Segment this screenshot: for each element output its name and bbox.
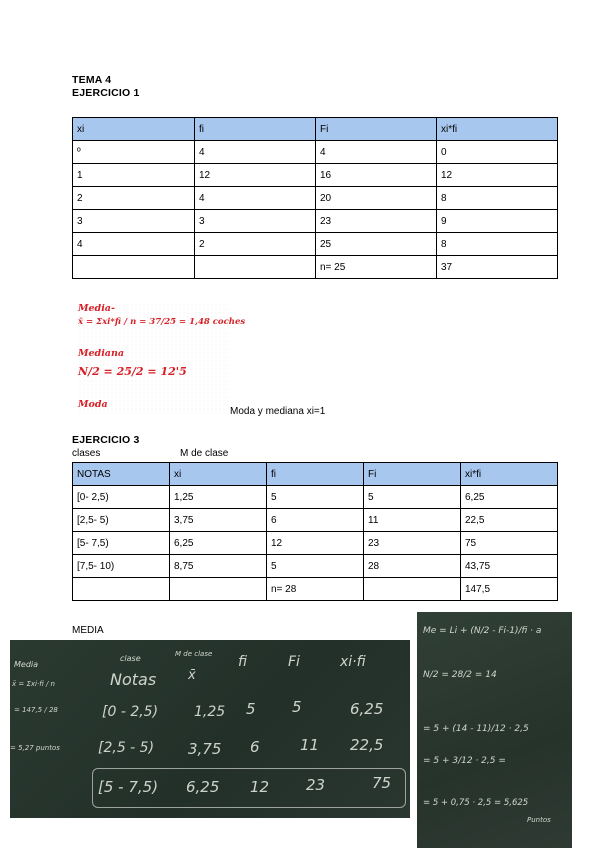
- chalk-line: = 5 + (14 - 11)/12 · 2,5: [423, 724, 529, 734]
- table-cell: 12: [267, 532, 364, 555]
- table-cell: 25: [316, 233, 437, 256]
- caption-clases: clases: [72, 448, 101, 459]
- table-row: [73, 187, 558, 210]
- header-cell: xi: [170, 463, 267, 486]
- table-cell: 4: [73, 233, 195, 256]
- exercise-1-table: [72, 117, 558, 279]
- table-cell: n= 28: [267, 578, 364, 601]
- chalk-header: Notas: [110, 670, 157, 689]
- header-cell: Fi: [316, 118, 437, 141]
- table-cell: 5: [267, 555, 364, 578]
- chalk-line: = 5 + 0,75 · 2,5 = 5,625: [423, 798, 529, 808]
- table-cell: 23: [316, 210, 437, 233]
- mediana-formula: N/2 = 25/2 = 12'5: [78, 365, 187, 378]
- table-header-row: [73, 463, 558, 486]
- table-row: [73, 486, 558, 509]
- table-cell: 0: [437, 141, 558, 164]
- table-cell: [364, 578, 461, 601]
- table-cell: 2: [195, 233, 316, 256]
- table-cell: 1: [73, 164, 195, 187]
- table-cell: 75: [461, 532, 558, 555]
- chalk-line: Media: [14, 660, 39, 669]
- table-cell: 4: [316, 141, 437, 164]
- table-cell: 6: [267, 509, 364, 532]
- chalk-header: xi·fi: [340, 654, 366, 670]
- table-cell: 1,25: [170, 486, 267, 509]
- caption-m-de-clase: M de clase: [180, 448, 229, 459]
- table-row: [73, 233, 558, 256]
- chalk-header: clase: [120, 654, 141, 663]
- table-cell: 16: [316, 164, 437, 187]
- chalk-cell: 11: [300, 736, 320, 754]
- exercise-3-table: [72, 462, 558, 601]
- table-header-row: [73, 118, 558, 141]
- table-cell: 3,75: [170, 509, 267, 532]
- chalk-cell: 5: [292, 698, 302, 716]
- header-cell: fi: [195, 118, 316, 141]
- table-cell: [5- 7,5): [73, 532, 170, 555]
- table-cell: 20: [316, 187, 437, 210]
- table-row: [73, 141, 558, 164]
- table-cell: 5: [364, 486, 461, 509]
- table-cell: [195, 256, 316, 279]
- handwritten-notes-image: [78, 303, 246, 413]
- chalk-cell: 22,5: [350, 736, 384, 754]
- table-cell: [73, 578, 170, 601]
- table-cell: 23: [364, 532, 461, 555]
- moda-label: Moda: [78, 399, 108, 410]
- table-cell: 12: [437, 164, 558, 187]
- chalk-cell: 6: [250, 738, 260, 756]
- chalk-cell: 75: [372, 774, 392, 792]
- chalk-header: M de clase: [175, 650, 213, 658]
- table-cell: 5: [267, 486, 364, 509]
- table-cell: [170, 578, 267, 601]
- table-cell: 6,25: [461, 486, 558, 509]
- table-row: [73, 210, 558, 233]
- header-cell: xi: [73, 118, 195, 141]
- media-formula: x̄ = Σxi*fi / n = 37/25 = 1,48 coches: [78, 317, 246, 327]
- table-row: [73, 509, 558, 532]
- chalk-line: = 5 + 3/12 · 2,5 =: [423, 756, 506, 766]
- chalk-cell: 6,25: [350, 700, 384, 718]
- mediana-label: Mediana: [78, 348, 125, 359]
- exercise-1-title: EJERCICIO 1: [72, 87, 140, 99]
- chalk-cell: [2,5 - 5): [98, 740, 155, 756]
- table-cell: 8: [437, 233, 558, 256]
- media-label: Media-: [78, 303, 115, 314]
- chalk-line: Puntos: [527, 816, 551, 824]
- chalk-cell: 3,75: [188, 740, 222, 758]
- tema-heading: TEMA 4: [72, 74, 112, 86]
- table-cell: º: [73, 141, 195, 164]
- table-row: [73, 164, 558, 187]
- table-cell: 28: [364, 555, 461, 578]
- table-cell: 147,5: [461, 578, 558, 601]
- header-cell: xi*fi: [437, 118, 558, 141]
- chalk-cell: 1,25: [194, 704, 226, 720]
- exercise-3-title: EJERCICIO 3: [72, 434, 140, 446]
- header-cell: xi*fi: [461, 463, 558, 486]
- table-cell: 3: [73, 210, 195, 233]
- table-cell: 22,5: [461, 509, 558, 532]
- table-cell: 2: [73, 187, 195, 210]
- chalk-line: = 147,5 / 28: [14, 706, 58, 714]
- table-cell: 9: [437, 210, 558, 233]
- table-cell: 11: [364, 509, 461, 532]
- table-cell: n= 25: [316, 256, 437, 279]
- chalk-header: x̄: [188, 668, 196, 683]
- table-total-row: [73, 578, 558, 601]
- table-cell: 3: [195, 210, 316, 233]
- table-row: [73, 532, 558, 555]
- blackboard-photo-left: [10, 640, 410, 818]
- chalk-line: Me = Li + (N/2 - Fi-1)/fi · a: [423, 626, 542, 636]
- chalk-line: N/2 = 28/2 = 14: [423, 670, 497, 680]
- header-cell: Fi: [364, 463, 461, 486]
- table-cell: 12: [195, 164, 316, 187]
- chalk-cell: 5: [246, 700, 256, 718]
- chalk-line: x̄ = Σxi·fi / n: [12, 680, 55, 688]
- media-heading: MEDIA: [72, 625, 104, 636]
- chalk-cell: 6,25: [186, 778, 220, 796]
- table-cell: [0- 2,5): [73, 486, 170, 509]
- chalk-cell: [5 - 7,5): [98, 778, 159, 796]
- chalk-cell: 23: [306, 776, 326, 794]
- table-cell: 37: [437, 256, 558, 279]
- chalk-header: Fi: [288, 654, 300, 670]
- table-cell: [2,5- 5): [73, 509, 170, 532]
- chalk-line: = 5,27 puntos: [10, 744, 60, 752]
- table-cell: 8: [437, 187, 558, 210]
- table-cell: 8,75: [170, 555, 267, 578]
- chalk-cell: 12: [250, 778, 270, 796]
- table-cell: 4: [195, 141, 316, 164]
- header-cell: NOTAS: [73, 463, 170, 486]
- table-cell: [73, 256, 195, 279]
- header-cell: fi: [267, 463, 364, 486]
- table-cell: 43,75: [461, 555, 558, 578]
- chalk-cell: [0 - 2,5): [102, 704, 159, 720]
- table-cell: 4: [195, 187, 316, 210]
- table-cell: [7,5- 10): [73, 555, 170, 578]
- blackboard-photo-right: [417, 612, 572, 848]
- chalk-header: fi: [238, 654, 248, 670]
- table-row: [73, 555, 558, 578]
- moda-mediana-text: Moda y mediana xi=1: [230, 406, 326, 417]
- table-total-row: [73, 256, 558, 279]
- table-cell: 6,25: [170, 532, 267, 555]
